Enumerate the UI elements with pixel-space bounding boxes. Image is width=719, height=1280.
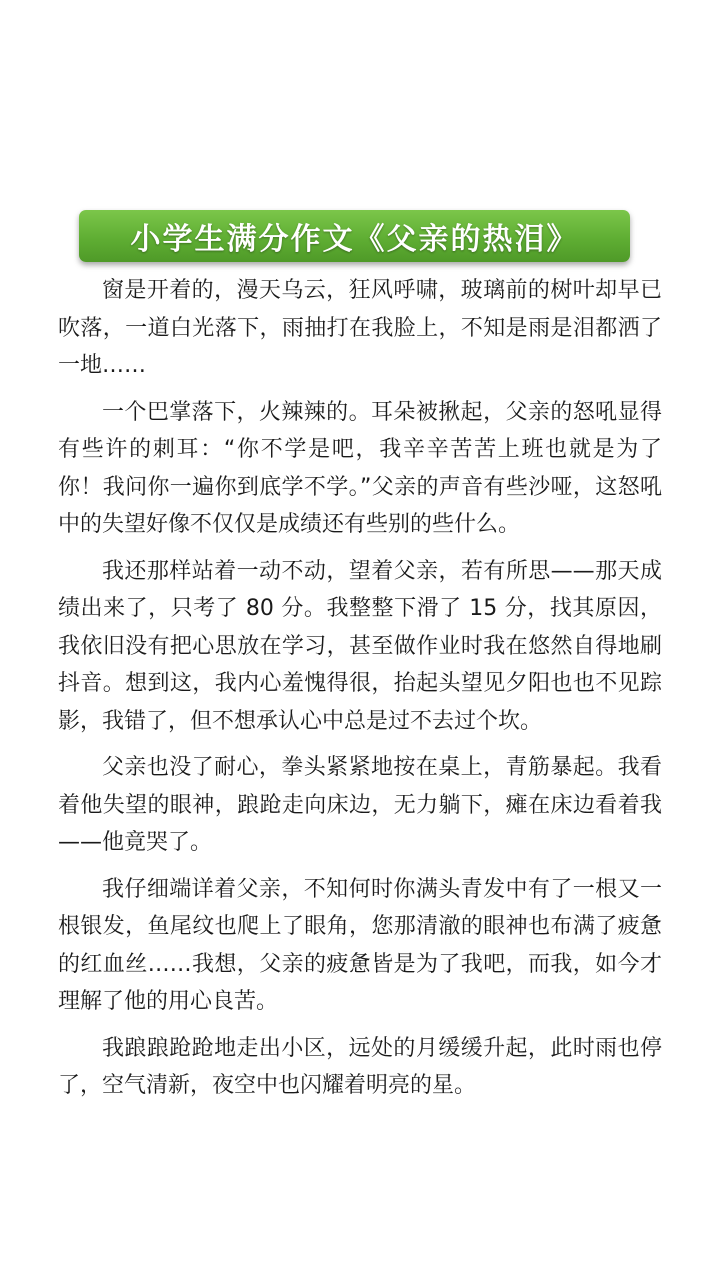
paragraph-2: 一个巴掌落下，火辣辣的。耳朵被揪起，父亲的怒吼显得有些许的刺耳：“你不学是吧，我辛辛苦苦上班也就是为了你！我问你一遍你到底学不学。”父亲的声音有些沙哑，这怒吼中的失望好像不仅仅是成绩还有些别的些什么。 <box>58 399 662 537</box>
article-title: 小学生满分作文《父亲的热泪》 <box>130 222 579 257</box>
title-banner <box>79 210 630 262</box>
paragraph-3: 我还那样站着一动不动，望着父亲，若有所思——那天成绩出来了，只考了 80 分。我整整下滑了 15 分，找其原因，我依旧没有把心思放在学习，甚至做作业时我在悠然自得地刷抖音。想到这，我内心羞愧得很，抬起头望见夕阳也也不见踪影，我错了，但不想承认心中总是过不去过个坎。 <box>58 558 662 734</box>
paragraph-1: 窗是开着的，漫天乌云，狂风呼啸，玻璃前的树叶却早已吹落，一道白光落下，雨抽打在我脸上，不知是雨是泪都洒了一地…… <box>58 278 662 378</box>
paragraph-4: 父亲也没了耐心，拳头紧紧地按在桌上，青筋暴起。我看着他失望的眼神，踉跄走向床边，无力躺下，瘫在床边看着我——他竟哭了。 <box>58 755 662 855</box>
article-body <box>58 272 662 1114</box>
paragraph-5: 我仔细端详着父亲，不知何时你满头青发中有了一根又一根银发，鱼尾纹也爬上了眼角，您那清澈的眼神也布满了疲惫的红血丝……我想，父亲的疲惫皆是为了我吧，而我，如今才理解了他的用心良苦。 <box>58 876 662 1014</box>
paragraph-6: 我踉踉跄跄地走出小区，远处的月缓缓升起，此时雨也停了，空气清新，夜空中也闪耀着明亮的星。 <box>58 1035 662 1098</box>
